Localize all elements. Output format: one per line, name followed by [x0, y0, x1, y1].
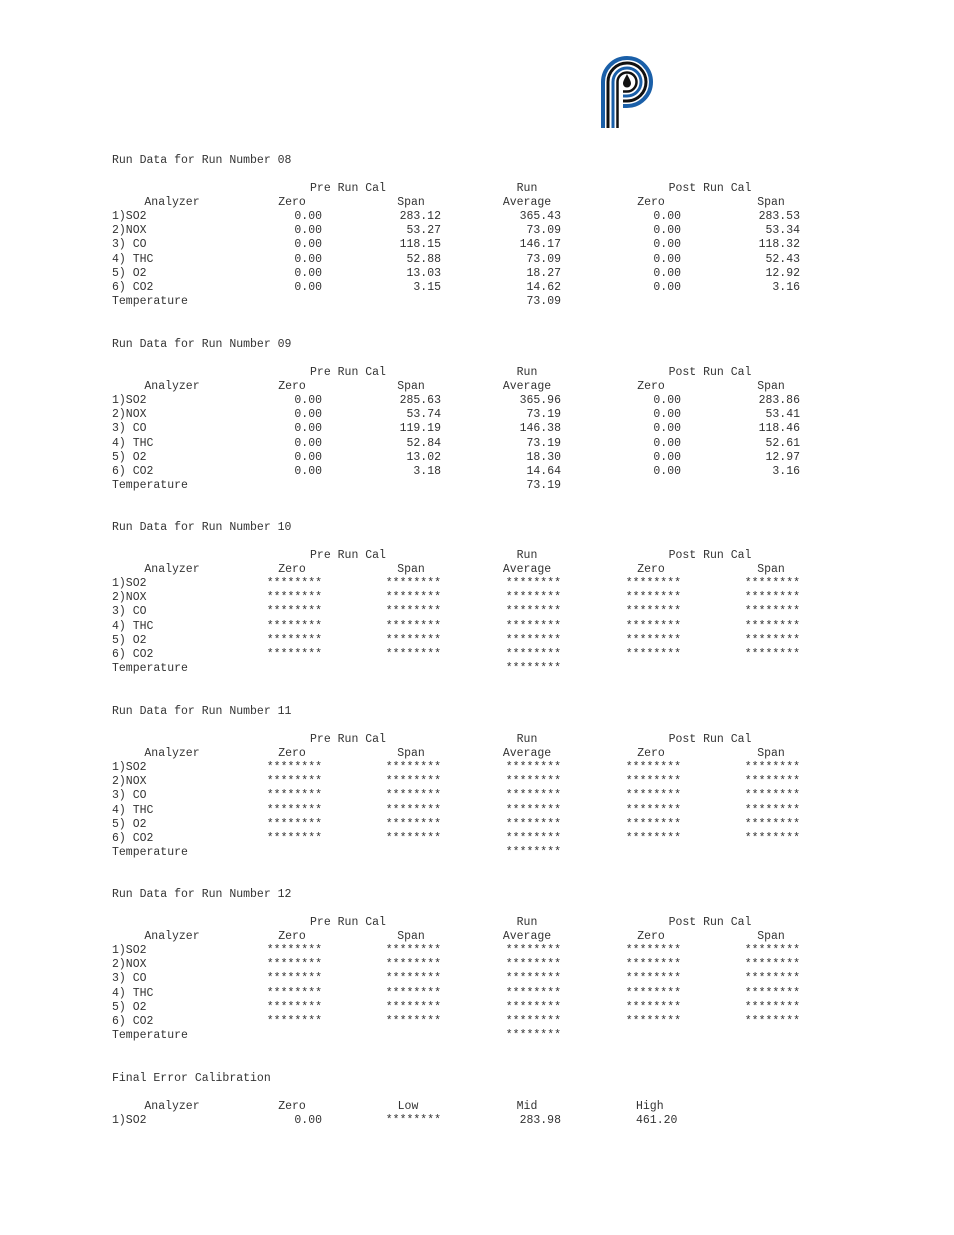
post-span-value: ********	[744, 577, 800, 590]
post-span-value: ********	[744, 619, 800, 633]
pre-run-cal-header: Pre Run Cal	[310, 182, 386, 195]
pre-run-cal-header: Pre Run Cal	[310, 733, 386, 746]
post-span-value: ********	[744, 832, 800, 845]
post-span-value: ********	[744, 633, 800, 647]
pre-span-value: ********	[385, 605, 441, 619]
run-header: Run	[516, 182, 538, 195]
final-mid-header: Mid	[516, 1100, 538, 1113]
pre-span-value: 285.63	[399, 394, 441, 407]
pre-span-value: ********	[385, 577, 441, 590]
post-span-value: ********	[744, 803, 800, 817]
post-span-value: ********	[744, 761, 800, 774]
analyzer-name: 5) O2	[112, 1000, 147, 1014]
run-average-value: 18.27	[526, 266, 561, 280]
post-span-value: 3.16	[772, 281, 800, 294]
analyzer-name: 4) THC	[112, 436, 154, 450]
post-zero-value: ********	[625, 944, 681, 957]
post-span-value: 118.46	[758, 422, 800, 436]
pre-zero-value: ********	[266, 944, 322, 957]
post-span-value: ********	[744, 986, 800, 1000]
pre-zero-header: Zero	[278, 380, 306, 393]
pre-zero-value: ********	[266, 577, 322, 590]
post-zero-value: 0.00	[653, 408, 681, 422]
post-zero-value: 0.00	[653, 436, 681, 450]
run-title: Run Data for Run Number 10	[112, 521, 292, 534]
temperature-average-value: ********	[505, 662, 561, 676]
pre-span-value: ********	[385, 986, 441, 1000]
analyzer-header: Analyzer	[144, 380, 200, 393]
post-zero-value: ********	[625, 789, 681, 803]
post-zero-value: ********	[625, 648, 681, 661]
temperature-average-value: 73.19	[526, 479, 561, 493]
run-average-value: ********	[505, 986, 561, 1000]
pre-zero-value: ********	[266, 605, 322, 619]
post-span-header: Span	[757, 380, 785, 393]
post-span-header: Span	[757, 196, 785, 209]
analyzer-name: 1)SO2	[112, 577, 147, 590]
post-run-cal-header: Post Run Cal	[668, 182, 752, 195]
post-zero-value: 0.00	[653, 450, 681, 464]
run-header: Run	[516, 549, 538, 562]
run-title: Run Data for Run Number 09	[112, 338, 292, 351]
run-average-value: ********	[505, 633, 561, 647]
run-average-value: ********	[505, 817, 561, 831]
post-span-value: 118.32	[758, 238, 800, 252]
post-span-value: ********	[744, 1015, 800, 1028]
final-zero-value: 0.00	[294, 1114, 322, 1127]
pre-zero-header: Zero	[278, 930, 306, 943]
post-zero-value: 0.00	[653, 252, 681, 266]
pre-span-header: Span	[397, 380, 425, 393]
pre-span-header: Span	[397, 930, 425, 943]
post-span-value: ********	[744, 775, 800, 789]
post-span-value: 12.92	[765, 266, 800, 280]
post-span-value: 12.97	[765, 450, 800, 464]
post-run-cal-header: Post Run Cal	[668, 916, 752, 929]
pre-span-header: Span	[397, 196, 425, 209]
pre-zero-value: 0.00	[294, 436, 322, 450]
average-header: Average	[502, 196, 552, 209]
pre-span-value: ********	[385, 944, 441, 957]
analyzer-name: 4) THC	[112, 252, 154, 266]
final-title: Final Error Calibration	[112, 1072, 271, 1085]
run-average-value: ********	[505, 1015, 561, 1028]
run-average-value: ********	[505, 577, 561, 590]
pre-span-value: 13.03	[406, 266, 441, 280]
post-zero-value: 0.00	[653, 281, 681, 294]
run-header: Run	[516, 366, 538, 379]
pre-zero-value: ********	[266, 817, 322, 831]
analyzer-name: 6) CO2	[112, 832, 154, 845]
post-zero-value: ********	[625, 761, 681, 774]
pre-zero-value: ********	[266, 633, 322, 647]
pre-zero-header: Zero	[278, 747, 306, 760]
analyzer-name: 3) CO	[112, 238, 147, 252]
post-span-value: ********	[744, 789, 800, 803]
analyzer-name: 6) CO2	[112, 1015, 154, 1028]
run-title: Run Data for Run Number 12	[112, 888, 292, 901]
run-average-value: 14.62	[526, 281, 561, 294]
pre-run-cal-header: Pre Run Cal	[310, 916, 386, 929]
run-average-value: ********	[505, 803, 561, 817]
pre-span-value: ********	[385, 958, 441, 972]
post-zero-header: Zero	[637, 930, 665, 943]
run-average-value: ********	[505, 1000, 561, 1014]
post-zero-value: ********	[625, 803, 681, 817]
post-zero-value: ********	[625, 775, 681, 789]
analyzer-name: 1)SO2	[112, 394, 147, 407]
post-span-value: 52.61	[765, 436, 800, 450]
pre-zero-value: ********	[266, 1015, 322, 1028]
pre-span-value: ********	[385, 1015, 441, 1028]
pre-zero-value: ********	[266, 775, 322, 789]
pre-span-value: 119.19	[399, 422, 441, 436]
post-zero-header: Zero	[637, 196, 665, 209]
run-average-value: 146.17	[519, 238, 561, 252]
pre-span-header: Span	[397, 563, 425, 576]
analyzer-name: 4) THC	[112, 803, 154, 817]
analyzer-name: 3) CO	[112, 789, 147, 803]
run-header: Run	[516, 733, 538, 746]
analyzer-name: 6) CO2	[112, 281, 154, 294]
average-header: Average	[502, 930, 552, 943]
run-title: Run Data for Run Number 11	[112, 705, 292, 718]
pre-zero-value: 0.00	[294, 210, 322, 223]
run-title: Run Data for Run Number 08	[112, 154, 292, 167]
analyzer-name: 4) THC	[112, 986, 154, 1000]
analyzer-name: 5) O2	[112, 633, 147, 647]
pre-zero-value: 0.00	[294, 465, 322, 478]
run-average-value: 365.43	[519, 210, 561, 223]
post-span-value: 283.86	[758, 394, 800, 407]
pre-span-value: ********	[385, 1000, 441, 1014]
final-low-header: Low	[397, 1100, 419, 1113]
pre-run-cal-header: Pre Run Cal	[310, 549, 386, 562]
pre-span-value: 52.84	[406, 436, 441, 450]
pre-span-value: ********	[385, 648, 441, 661]
average-header: Average	[502, 747, 552, 760]
pre-run-cal-header: Pre Run Cal	[310, 366, 386, 379]
analyzer-name: 1)SO2	[112, 210, 147, 223]
pre-span-value: ********	[385, 619, 441, 633]
run-average-value: ********	[505, 761, 561, 774]
run-average-value: ********	[505, 591, 561, 605]
run-average-value: ********	[505, 605, 561, 619]
post-span-value: ********	[744, 605, 800, 619]
post-zero-value: ********	[625, 577, 681, 590]
average-header: Average	[502, 380, 552, 393]
analyzer-header: Analyzer	[144, 930, 200, 943]
run-average-value: 18.30	[526, 450, 561, 464]
pre-zero-value: 0.00	[294, 408, 322, 422]
post-zero-value: ********	[625, 605, 681, 619]
pre-span-value: 3.15	[413, 281, 441, 294]
final-high-value: 461.20	[636, 1114, 678, 1127]
pre-zero-value: ********	[266, 761, 322, 774]
pre-span-value: ********	[385, 817, 441, 831]
pre-zero-value: ********	[266, 832, 322, 845]
pre-zero-value: ********	[266, 803, 322, 817]
pre-zero-value: 0.00	[294, 238, 322, 252]
analyzer-name: 6) CO2	[112, 648, 154, 661]
post-zero-value: ********	[625, 1000, 681, 1014]
pre-span-value: ********	[385, 775, 441, 789]
post-span-value: 53.34	[765, 224, 800, 238]
temperature-average-value: 73.09	[526, 295, 561, 309]
run-average-value: ********	[505, 832, 561, 845]
drop-p-logo	[601, 56, 653, 128]
final-analyzer-header: Analyzer	[144, 1100, 200, 1113]
pre-span-value: 118.15	[399, 238, 441, 252]
post-span-value: 52.43	[765, 252, 800, 266]
post-zero-value: ********	[625, 591, 681, 605]
post-zero-value: 0.00	[653, 465, 681, 478]
post-zero-header: Zero	[637, 380, 665, 393]
pre-span-value: 52.88	[406, 252, 441, 266]
pre-span-value: ********	[385, 972, 441, 986]
post-zero-value: 0.00	[653, 394, 681, 407]
pre-zero-value: 0.00	[294, 224, 322, 238]
pre-zero-value: 0.00	[294, 252, 322, 266]
temperature-label: Temperature	[112, 846, 188, 860]
run-average-value: 73.09	[526, 252, 561, 266]
pre-zero-value: ********	[266, 619, 322, 633]
final-zero-header: Zero	[278, 1100, 306, 1113]
analyzer-name: 1)SO2	[112, 761, 147, 774]
run-average-value: ********	[505, 619, 561, 633]
run-average-value: ********	[505, 944, 561, 957]
run-average-value: ********	[505, 972, 561, 986]
post-zero-value: ********	[625, 972, 681, 986]
temperature-average-value: ********	[505, 846, 561, 860]
temperature-label: Temperature	[112, 1029, 188, 1043]
post-span-header: Span	[757, 930, 785, 943]
analyzer-name: 5) O2	[112, 450, 147, 464]
analyzer-name: 2)NOX	[112, 775, 147, 789]
pre-span-value: ********	[385, 633, 441, 647]
final-low-value: ********	[385, 1114, 441, 1127]
pre-zero-value: 0.00	[294, 266, 322, 280]
post-span-value: ********	[744, 648, 800, 661]
post-span-header: Span	[757, 563, 785, 576]
post-zero-header: Zero	[637, 747, 665, 760]
run-average-value: 365.96	[519, 394, 561, 407]
post-zero-value: 0.00	[653, 422, 681, 436]
post-span-value: ********	[744, 1000, 800, 1014]
temperature-label: Temperature	[112, 295, 188, 309]
average-header: Average	[502, 563, 552, 576]
run-average-value: 73.09	[526, 224, 561, 238]
temperature-label: Temperature	[112, 662, 188, 676]
run-average-value: 73.19	[526, 436, 561, 450]
post-run-cal-header: Post Run Cal	[668, 733, 752, 746]
pre-zero-value: 0.00	[294, 394, 322, 407]
post-run-cal-header: Post Run Cal	[668, 366, 752, 379]
analyzer-name: 2)NOX	[112, 958, 147, 972]
post-zero-value: 0.00	[653, 224, 681, 238]
post-span-value: ********	[744, 958, 800, 972]
run-average-value: 73.19	[526, 408, 561, 422]
post-span-value: 283.53	[758, 210, 800, 223]
analyzer-header: Analyzer	[144, 196, 200, 209]
pre-zero-value: ********	[266, 789, 322, 803]
run-header: Run	[516, 916, 538, 929]
pre-span-value: ********	[385, 832, 441, 845]
run-average-value: 14.64	[526, 465, 561, 478]
analyzer-name: 2)NOX	[112, 224, 147, 238]
pre-span-value: ********	[385, 789, 441, 803]
analyzer-header: Analyzer	[144, 747, 200, 760]
post-zero-value: ********	[625, 633, 681, 647]
post-span-value: ********	[744, 972, 800, 986]
post-zero-value: ********	[625, 832, 681, 845]
analyzer-name: 5) O2	[112, 817, 147, 831]
pre-zero-value: ********	[266, 1000, 322, 1014]
analyzer-name: 4) THC	[112, 619, 154, 633]
post-zero-value: ********	[625, 817, 681, 831]
final-high-header: High	[636, 1100, 664, 1113]
run-average-value: 146.38	[519, 422, 561, 436]
final-mid-value: 283.98	[519, 1114, 561, 1127]
post-zero-value: 0.00	[653, 238, 681, 252]
analyzer-name: 3) CO	[112, 422, 147, 436]
run-average-value: ********	[505, 789, 561, 803]
analyzer-header: Analyzer	[144, 563, 200, 576]
post-span-value: 3.16	[772, 465, 800, 478]
run-average-value: ********	[505, 648, 561, 661]
analyzer-name: 3) CO	[112, 605, 147, 619]
pre-zero-value: ********	[266, 591, 322, 605]
post-span-value: ********	[744, 591, 800, 605]
analyzer-name: 2)NOX	[112, 408, 147, 422]
pre-span-value: ********	[385, 803, 441, 817]
pre-span-value: 3.18	[413, 465, 441, 478]
pre-zero-value: 0.00	[294, 450, 322, 464]
analyzer-name: 3) CO	[112, 972, 147, 986]
post-run-cal-header: Post Run Cal	[668, 549, 752, 562]
analyzer-name: 5) O2	[112, 266, 147, 280]
post-zero-value: ********	[625, 958, 681, 972]
pre-zero-value: ********	[266, 648, 322, 661]
pre-zero-value: 0.00	[294, 422, 322, 436]
pre-zero-header: Zero	[278, 196, 306, 209]
post-zero-value: ********	[625, 1015, 681, 1028]
post-span-header: Span	[757, 747, 785, 760]
pre-span-value: 13.02	[406, 450, 441, 464]
pre-zero-value: ********	[266, 986, 322, 1000]
post-span-value: ********	[744, 944, 800, 957]
post-span-value: 53.41	[765, 408, 800, 422]
pre-span-value: ********	[385, 591, 441, 605]
analyzer-name: 6) CO2	[112, 465, 154, 478]
pre-span-header: Span	[397, 747, 425, 760]
pre-zero-header: Zero	[278, 563, 306, 576]
post-zero-value: ********	[625, 986, 681, 1000]
run-average-value: ********	[505, 775, 561, 789]
temperature-label: Temperature	[112, 479, 188, 493]
pre-zero-value: ********	[266, 972, 322, 986]
final-analyzer-name: 1)SO2	[112, 1114, 147, 1127]
pre-span-value: ********	[385, 761, 441, 774]
post-zero-header: Zero	[637, 563, 665, 576]
analyzer-name: 2)NOX	[112, 591, 147, 605]
pre-zero-value: 0.00	[294, 281, 322, 294]
post-zero-value: ********	[625, 619, 681, 633]
analyzer-name: 1)SO2	[112, 944, 147, 957]
post-zero-value: 0.00	[653, 266, 681, 280]
temperature-average-value: ********	[505, 1029, 561, 1043]
pre-span-value: 53.74	[406, 408, 441, 422]
post-span-value: ********	[744, 817, 800, 831]
pre-span-value: 53.27	[406, 224, 441, 238]
run-average-value: ********	[505, 958, 561, 972]
pre-zero-value: ********	[266, 958, 322, 972]
post-zero-value: 0.00	[653, 210, 681, 223]
pre-span-value: 283.12	[399, 210, 441, 223]
